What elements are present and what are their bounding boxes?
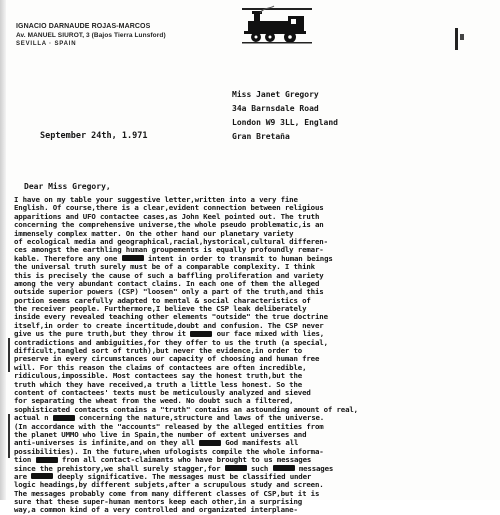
scan-edge (0, 0, 6, 500)
body-text-segment: contradictions and ambiguities,for they offer to us the truth (a special, (14, 337, 328, 347)
ummo-symbol-icon (225, 465, 247, 471)
body-text-segment: content of contactees' texts must be meticulously analyzed and sieved (14, 387, 311, 397)
body-text-segment: sure that these super-human mentors keep each other,in a surprising (14, 497, 303, 507)
body-text-segment: possibilities). In the future,when ufologists compile the whole informa- (14, 446, 324, 456)
letterhead-address: Av. MANUEL SIUROT, 3 (Bajos Tierra Lunsford) (16, 32, 166, 39)
ummo-symbol-icon (53, 415, 75, 421)
body-text-segment: for separating the wheat from the weed. No doubt such a filtered, (14, 396, 294, 406)
body-text-segment: I have on my table your suggestive letter,written into a very fine (14, 195, 298, 204)
body-text-segment: immensely complex matter. On the other hand our planetary variety (14, 228, 294, 238)
ummo-symbol-icon (190, 331, 212, 337)
body-text-segment: The messages probably come from many different classes of CSP,but it is (14, 488, 320, 498)
body-text-segment: preserve in every circumstances our capacity of choosing and human free (14, 354, 320, 364)
ummo-symbol-icon (36, 457, 58, 463)
recipient-line: London W9 3LL, England (232, 118, 338, 127)
ummo-symbol-icon (273, 465, 295, 471)
body-text-segment: portion seems carefully adapted to mental & social characteristics of (14, 295, 311, 305)
body-text-segment: actual n (14, 413, 53, 423)
body-text-segment: tion (14, 455, 36, 465)
letterhead-name: IGNACIO DARNAUDE ROJAS-MARCOS (16, 23, 151, 30)
recipient-line: Miss Janet Gregory (232, 90, 319, 99)
body-text-segment: ridiculous,impossible. Most contactees say the honest truth,but the (14, 371, 303, 381)
body-text-segment: messages (298, 463, 334, 473)
steam-locomotive-icon (240, 5, 314, 45)
body-text-segment: concerning the comprehensive universe,the whole pseudo problematic,is an (14, 220, 324, 230)
ummo-symbol-icon (122, 255, 144, 261)
body-text-segment: truth which they have received,a truth a little less honest. So the (14, 379, 303, 389)
recipient-address (232, 88, 338, 144)
body-text-segment: ces amongst the earthling human groupements is equally profoundly remar- (14, 245, 324, 255)
body-text-segment: from all contact-claimants who have brought to us messages (61, 455, 312, 465)
body-text-segment: (In accordance with the "accounts" released by the alleged entities from (14, 421, 324, 431)
letterhead-city: SEVILLA · SPAIN (16, 41, 77, 47)
body-text-segment: English. Of course,there is a clear,evident connection between religious (14, 203, 324, 213)
body-text-segment: the receiver people. Furthermore,I believe the CSP leak deliberately (14, 304, 307, 314)
edge-mark (452, 28, 466, 50)
recipient-line: 34a Barnsdale Road (232, 104, 319, 113)
body-text-segment: deeply significative. The messages must be classified under (57, 471, 312, 481)
body-text-segment: are (14, 471, 32, 481)
margin-mark (8, 338, 10, 372)
ummo-symbol-icon (31, 473, 53, 479)
body-text-segment: outside superior powers (CSP) "loosen" only a part of the truth,and this (14, 287, 324, 297)
letter-date: September 24th, 1.971 (40, 131, 148, 141)
body-text-segment: way,a common kind of a very controlled and organizated interplane- (14, 505, 298, 515)
body-text-segment: sophisticated contacts contains a "truth" contains an astounding amount of real, (14, 404, 358, 414)
salutation: Dear Miss Gregory, (24, 182, 111, 191)
body-text-segment: itself,in order to create incertitude,doubt and confusion. The CSP never (14, 320, 324, 330)
ummo-symbol-icon (199, 440, 221, 446)
body-text-segment: intent in order to transmit to human beings (147, 253, 333, 263)
letterhead (16, 22, 166, 49)
body-text-segment: logic headings,by different subjets,after a scrupulous study and screen. (14, 480, 324, 490)
margin-mark (8, 414, 10, 458)
body-line (14, 506, 500, 514)
body-text-segment: of ecological media and geographical,racial,hystorical,cultural differen- (14, 236, 328, 246)
body-text-segment: the universal truth surely must be of a comparable complexity. I think (14, 262, 315, 272)
body-text-segment: kable. Therefore any one (14, 253, 122, 263)
body-text-segment: will. For this reason the claims of contactees are often incredible, (14, 362, 307, 372)
body-text-segment: anti-universes is infinite,and on they all (14, 438, 199, 448)
body-text-segment: give us the pure truth,but they throw it (14, 329, 191, 339)
letter-body (14, 196, 500, 515)
body-text-segment: such (251, 463, 273, 473)
body-text-segment: our face mixed with lies, (216, 329, 325, 339)
body-text-segment: God manifests all (225, 438, 299, 448)
body-text-segment: this is precisely the cause of such a baffling proliferation and variety (14, 270, 324, 280)
body-text-segment: the planet UMMO who live in Spain,the number of extent universes and (14, 429, 307, 439)
body-text-segment: among the very abundant contact claims. In each one of them the alleged (14, 278, 320, 288)
body-text-segment: inside every revealed teaching other elements "outside" the true doctrine (14, 312, 328, 322)
body-text-segment: apparitions and UFO contactee cases,as John Keel pointed out. The truth (14, 211, 320, 221)
body-text-segment: since the prehistory,we shall surely stagger,for (14, 463, 225, 473)
body-text-segment: difficult,tangled sort of truth),but never the evidence,in order to (14, 346, 303, 356)
body-text-segment: concerning the nature,structure and laws of the universe. (79, 413, 325, 423)
recipient-line: Gran Bretaña (232, 132, 290, 141)
